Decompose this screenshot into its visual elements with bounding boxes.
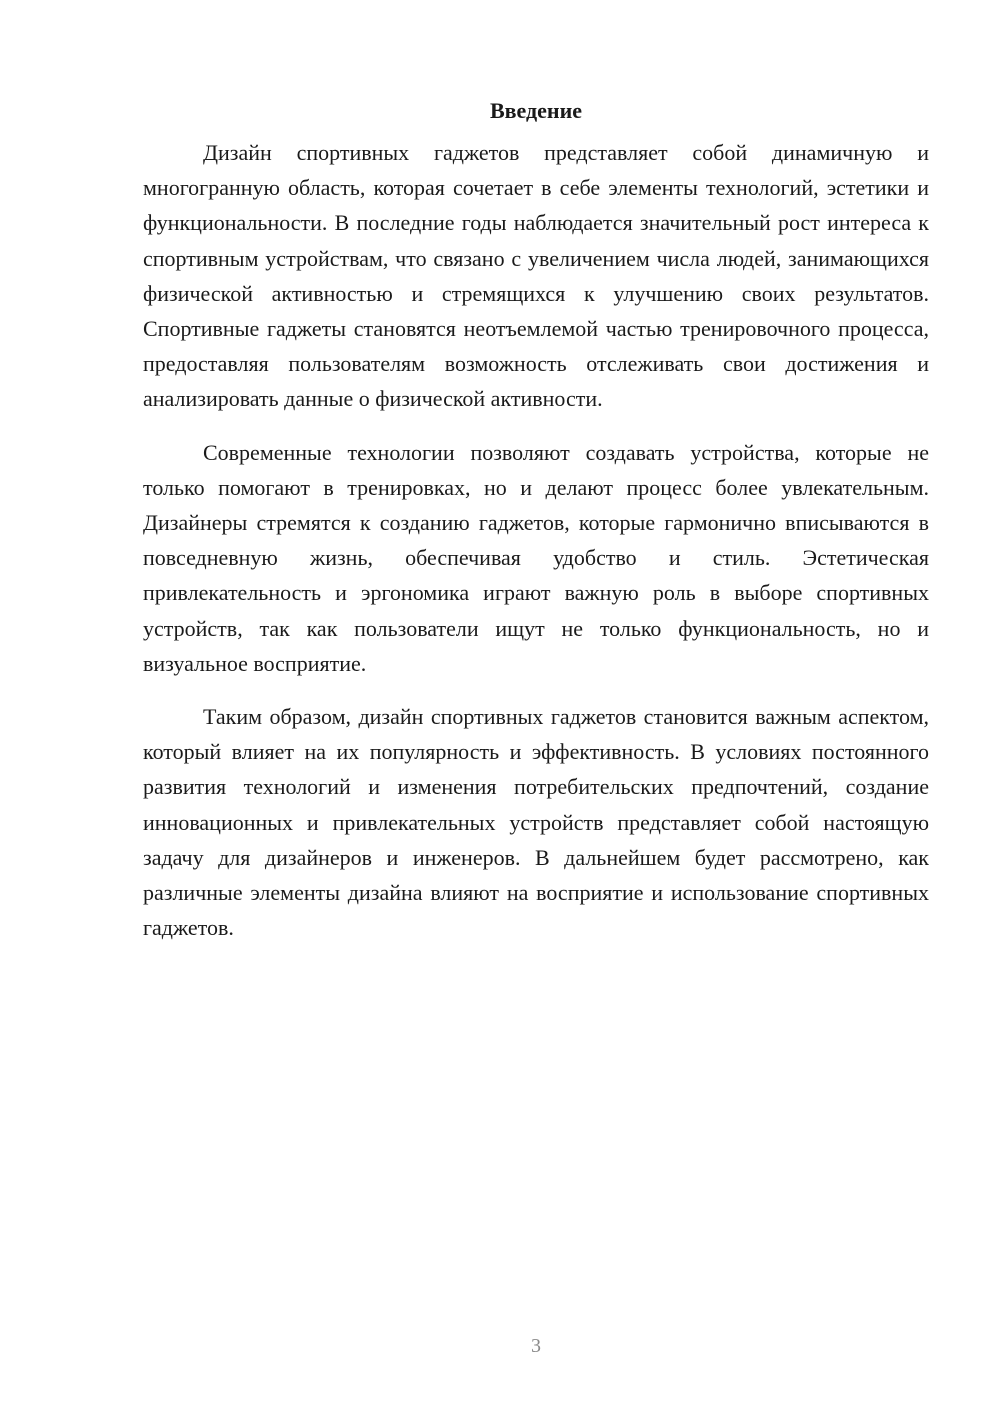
- document-body: [143, 96, 929, 963]
- section-heading: Введение: [489, 98, 583, 123]
- body-paragraph-1: Дизайн спортивных гаджетов представляет собой динамичную и многогранную область, которая сочетает в себе элементы технологий, эстетики и функциональности. В последние годы наблюдается значительный рост интереса к спортивным устройствам, что связано с увеличением числа людей, занимающихся физической активностью и стремящихся к улучшению своих результатов. Спортивные гаджеты становятся неотъемлемой частью тренировочного процесса, предоставляя пользователям возможность отслеживать свои достижения и анализировать данные о физической активности.: [143, 140, 929, 412]
- page-number: 3: [531, 1335, 541, 1357]
- body-paragraph-3: Таким образом, дизайн спортивных гаджетов становится важным аспектом, который влияет на их популярность и эффективность. В условиях постоянного развития технологий и изменения потребительских предпочтений, создание инновационных и привлекательных устройств представляет собой настоящую задачу для дизайнеров и инженеров. В дальнейшем будет рассмотрено, как различные элементы дизайна влияют на восприятие и использование спортивных гаджетов.: [143, 704, 929, 941]
- body-paragraph-2: Современные технологии позволяют создавать устройства, которые не только помогают в тренировках, но и делают процесс более увлекательным. Дизайнеры стремятся к созданию гаджетов, которые гармонично вписываются в повседневную жизнь, обеспечивая удобство и стиль. Эстетическая привлекательность и эргономика играют важную роль в выборе спортивных устройств, так как пользователи ищут не только функциональность, но и визуальное восприятие.: [143, 439, 929, 676]
